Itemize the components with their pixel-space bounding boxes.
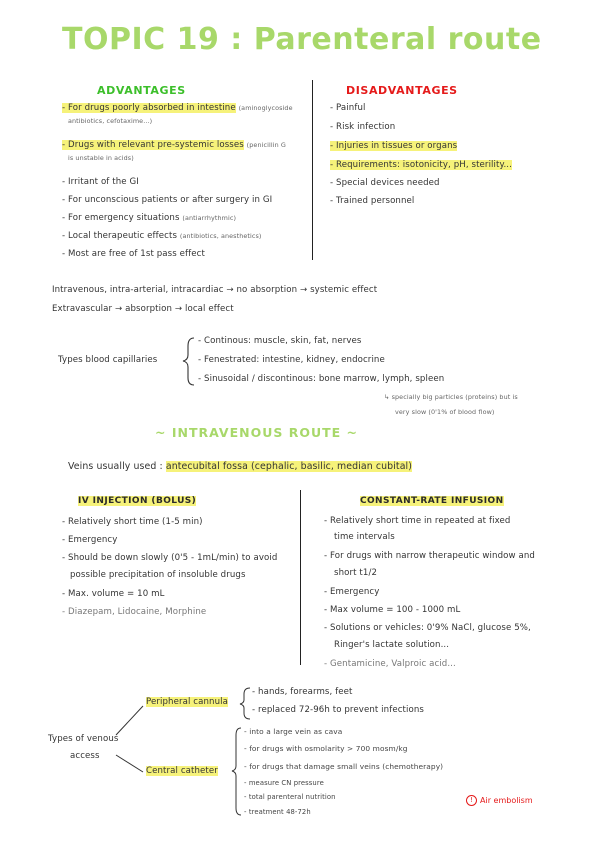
central-item: - for drugs that damage small veins (chemotherapy) [244, 762, 444, 771]
capillary-type: - Continous: muscle, skin, fat, nerves [198, 336, 362, 346]
infusion-item: - Emergency [324, 587, 380, 597]
veins-label: Veins usually used : [68, 461, 163, 472]
advantage-note: (antibiotics, anesthetics) [179, 232, 262, 240]
peripheral-label: Peripheral cannula [146, 697, 228, 707]
advantage-item: - Drugs with relevant pre-systemic losses [62, 140, 244, 150]
bolus-item: possible precipitation of insoluble drugs [70, 570, 246, 580]
advantage-item: - Most are free of 1st pass effect [62, 249, 205, 259]
disadvantage-item: - Special devices needed [330, 178, 440, 188]
advantage-item: - For drugs poorly absorbed in intestine [62, 103, 236, 113]
infusion-item: - Relatively short time in repeated at fixed [324, 516, 511, 526]
page-title: TOPIC 19 : Parenteral route [62, 22, 542, 57]
central-item: - treatment 48-72h [244, 808, 311, 816]
advantage-note: is unstable in acids) [68, 154, 134, 162]
capillaries-label: Types blood capillaries [58, 355, 158, 365]
infusion-item: time intervals [334, 532, 395, 542]
capillary-type: - Fenestrated: intestine, kidney, endocrine [198, 355, 385, 365]
advantage-note: antibiotics, cefotaxime...) [68, 117, 153, 125]
capillary-type: - Sinusoidal / discontinous: bone marrow, lymph, spleen [198, 374, 445, 384]
veins-value: antecubital fossa (cephalic, basilic, median cubital) [165, 461, 413, 472]
venous-access-label: access [70, 751, 100, 761]
disadvantage-item: - Injuries in tissues or organs [330, 141, 458, 151]
central-item: - for drugs with osmolarity > 700 mosm/kg [244, 744, 408, 753]
alert-icon: ! [466, 795, 477, 806]
brace-capillaries [183, 338, 194, 385]
central-label: Central catheter [146, 766, 218, 776]
central-item: - total parenteral nutrition [244, 793, 336, 801]
connector-central [116, 755, 143, 772]
advantage-item: - Irritant of the GI [62, 177, 139, 187]
infusion-header: CONSTANT-RATE INFUSION [360, 496, 504, 506]
bolus-item: - Relatively short time (1-5 min) [62, 517, 203, 527]
advantage-note: (aminoglycoside [238, 104, 293, 112]
connector-peripheral [116, 706, 143, 735]
central-item: - measure CN pressure [244, 779, 324, 787]
disadvantage-item: - Painful [330, 103, 366, 113]
disadvantages-header: DISADVANTAGES [346, 84, 458, 97]
bolus-item: - Max. volume = 10 mL [62, 589, 165, 599]
infusion-item: - For drugs with narrow therapeutic window and [324, 551, 535, 561]
bolus-header: IV INJECTION (BOLUS) [78, 496, 197, 506]
infusion-item: Ringer's lactate solution... [334, 640, 450, 650]
iv-route-title: ~ INTRAVENOUS ROUTE ~ [155, 425, 359, 440]
central-item: - into a large vein as cava [244, 727, 343, 736]
disadvantage-item: - Risk infection [330, 122, 396, 132]
venous-access-label: Types of venous [48, 734, 119, 744]
advantage-item: - For unconscious patients or after surgery in GI [62, 195, 273, 205]
brace-central [232, 728, 241, 815]
infusion-item: - Gentamicine, Valproic acid... [324, 659, 456, 669]
absorption-line: Intravenous, intra-arterial, intracardiac → no absorption → systemic effect [52, 285, 378, 295]
advantage-note: (penicillin G [246, 141, 286, 149]
advantage-item: - For emergency situations [62, 213, 180, 223]
peripheral-item: - replaced 72-96h to prevent infections [252, 705, 424, 715]
infusion-item: - Solutions or vehicles: 0'9% NaCl, glucose 5%, [324, 623, 531, 633]
infusion-item: short t1/2 [334, 568, 378, 578]
disadvantage-item: - Requirements: isotonicity, pH, sterility... [330, 160, 512, 170]
air-embolism-note: Air embolism [480, 796, 533, 805]
brace-peripheral [240, 688, 250, 719]
bolus-item: - Emergency [62, 535, 118, 545]
peripheral-item: - hands, forearms, feet [252, 687, 353, 697]
bolus-item: - Diazepam, Lidocaine, Morphine [62, 607, 207, 617]
capillary-note: ↳ specially big particles (proteins) but is [384, 393, 518, 401]
advantage-item: - Local therapeutic effects [62, 231, 178, 241]
bolus-item: - Should be down slowly (0'5 - 1mL/min) to avoid [62, 553, 278, 563]
absorption-line: Extravascular → absorption → local effect [52, 304, 234, 314]
disadvantage-item: - Trained personnel [330, 196, 415, 206]
advantage-note: (antiarrhythmic) [182, 214, 237, 222]
advantages-header: ADVANTAGES [97, 84, 186, 97]
capillary-note: very slow (0'1% of blood flow) [395, 408, 495, 416]
infusion-item: - Max volume = 100 - 1000 mL [324, 605, 461, 615]
